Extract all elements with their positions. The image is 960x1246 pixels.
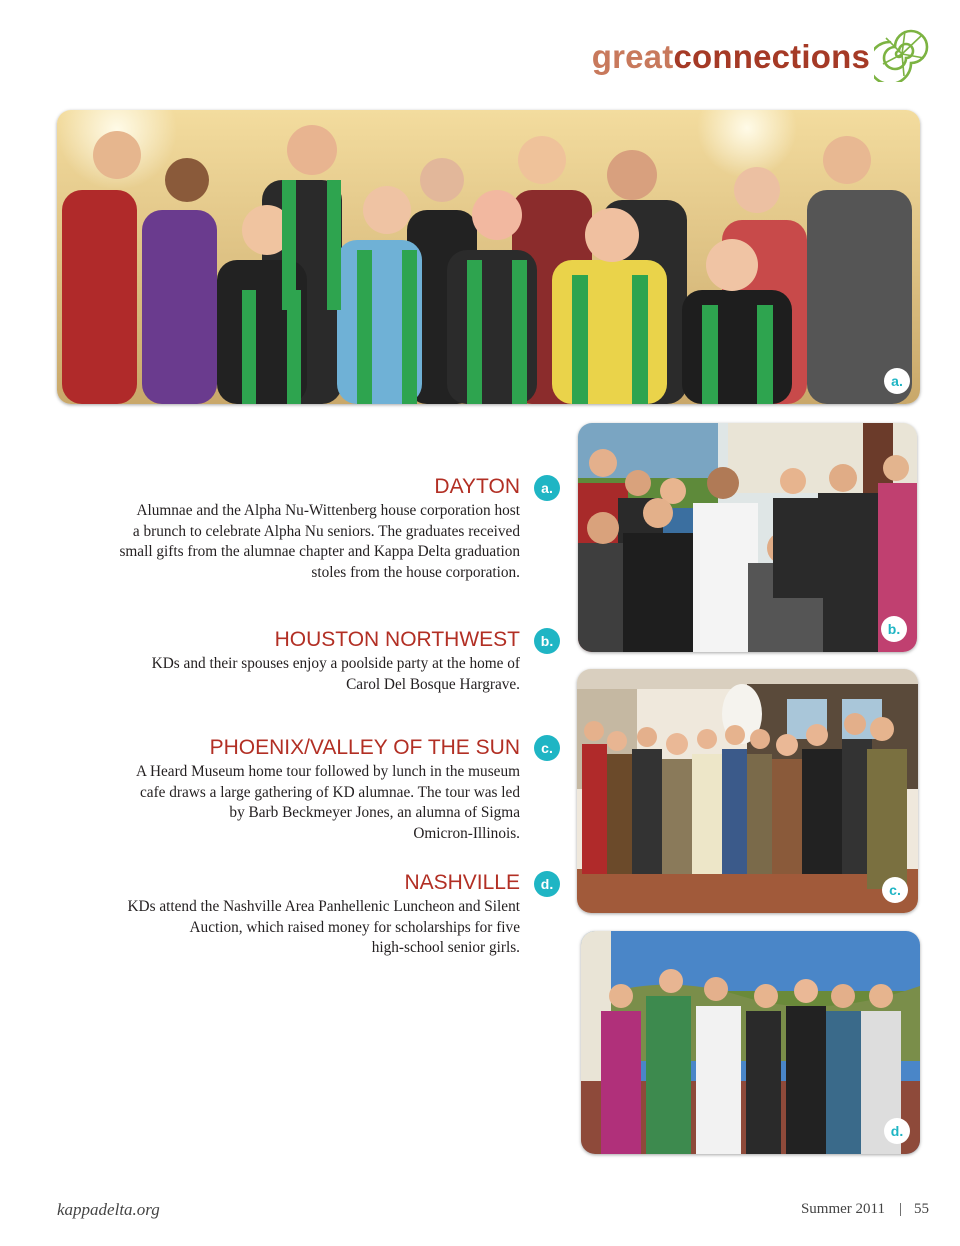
story-tag-b: b. bbox=[534, 628, 560, 654]
story-dayton bbox=[50, 474, 520, 583]
story-line: Omicron-Illinois. bbox=[413, 824, 520, 842]
photo-c-image bbox=[577, 669, 918, 913]
story-tag-c: c. bbox=[534, 735, 560, 761]
photo-b-image bbox=[578, 423, 917, 652]
photo-a-image bbox=[57, 110, 920, 404]
story-tag-a: a. bbox=[534, 475, 560, 501]
footer-website: kappadelta.org bbox=[57, 1200, 160, 1219]
story-line: cafe draws a large gathering of KD alumnae. The tour was led bbox=[139, 783, 520, 801]
story-line: A Heard Museum home tour followed by lunch in the museum bbox=[135, 763, 520, 780]
photo-d bbox=[581, 931, 920, 1154]
photo-c bbox=[577, 669, 918, 913]
story-houston-northwest bbox=[50, 627, 520, 695]
story-heading: NASHVILLE bbox=[404, 871, 520, 894]
story-line: KDs and their spouses enjoy a poolside party at the home of bbox=[151, 655, 520, 672]
page-number: 55 bbox=[914, 1201, 929, 1217]
masthead-connections: connections bbox=[673, 38, 870, 75]
story-line: Auction, which raised money for scholarships for five bbox=[189, 918, 520, 936]
story-line: stoles from the house corporation. bbox=[311, 563, 520, 581]
story-body bbox=[50, 762, 520, 844]
story-heading: DAYTON bbox=[434, 475, 520, 498]
footer-issue-page bbox=[801, 1201, 929, 1218]
photo-d-image bbox=[581, 931, 920, 1154]
story-heading: HOUSTON NORTHWEST bbox=[274, 628, 520, 651]
story-line: KDs attend the Nashville Area Panhellenic Luncheon and Silent bbox=[127, 898, 520, 915]
section-masthead bbox=[592, 26, 930, 88]
story-body bbox=[50, 654, 520, 695]
photo-b bbox=[578, 423, 917, 652]
story-tag-d: d. bbox=[534, 871, 560, 897]
photo-a bbox=[57, 110, 920, 404]
photo-b-tag: b. bbox=[881, 616, 907, 642]
story-line: Alumnae and the Alpha Nu-Wittenberg house corporation host bbox=[136, 502, 520, 519]
story-line: a brunch to celebrate Alpha Nu seniors. The graduates received bbox=[132, 522, 520, 540]
photo-c-tag: c. bbox=[882, 877, 908, 903]
photo-a-tag: a. bbox=[884, 368, 910, 394]
story-phoenix-valley-of-the-sun bbox=[50, 735, 520, 844]
story-nashville bbox=[50, 870, 520, 959]
masthead-great: great bbox=[591, 38, 674, 75]
footer-issue: Summer 2011 bbox=[800, 1201, 885, 1217]
story-body bbox=[50, 501, 520, 583]
story-line: Carol Del Bosque Hargrave. bbox=[346, 675, 520, 693]
photo-d-tag: d. bbox=[884, 1118, 910, 1144]
story-heading: PHOENIX/VALLEY OF THE SUN bbox=[209, 736, 520, 759]
story-body bbox=[50, 897, 520, 959]
story-line: by Barb Beckmeyer Jones, an alumna of Sigma bbox=[229, 804, 520, 821]
nautilus-shell-icon bbox=[874, 24, 930, 82]
footer-separator: | bbox=[898, 1201, 902, 1217]
story-line: high-school senior girls. bbox=[371, 939, 520, 956]
story-line: small gifts from the alumnae chapter and Kappa Delta graduation bbox=[119, 543, 520, 560]
